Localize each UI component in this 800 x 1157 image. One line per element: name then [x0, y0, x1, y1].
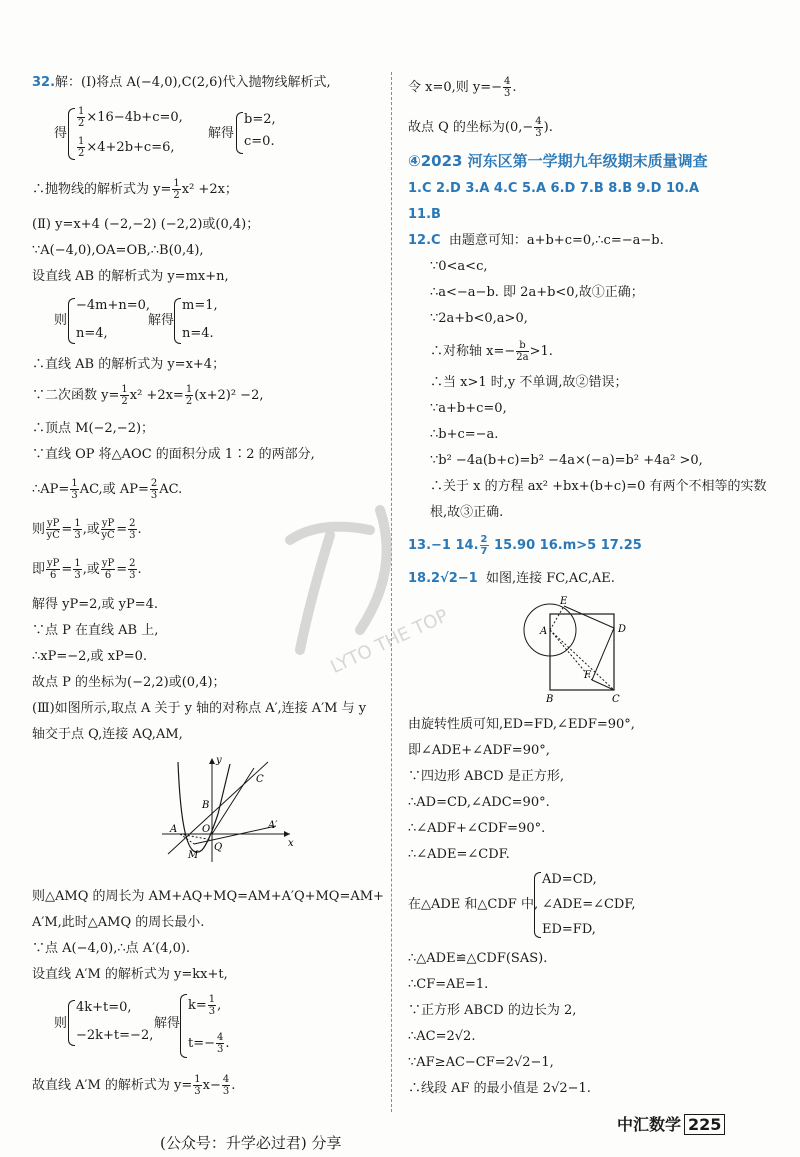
congruence-eq1: AD=CD, [542, 872, 597, 887]
sys2-eq1: −4m+n=0, [76, 298, 151, 313]
ratio-line-1: 则 $\frac{yP}{yC}$ = $\frac{1}{3}$ ,或 $\frac{yP}{yC}$ = $\frac{2}{3}$ . [32, 518, 142, 541]
vertex-line: ∴顶点 M(−2,−2)； [32, 421, 155, 436]
congruence-prefix: 在△ADE 和△CDF 中, [408, 897, 539, 912]
label-x: x [288, 838, 294, 849]
q32-number: 32. [32, 75, 56, 90]
xp-line: ∴xP=−2,或 xP=0. [32, 649, 148, 664]
watermark [260, 480, 500, 680]
label-y: y [216, 755, 222, 766]
ratio-line-2: 即 $\frac{yP}{6}$ = $\frac{1}{3}$ ,或 $\frac{yP}{6}$ = $\frac{2}{3}$ . [32, 558, 142, 581]
sys1-eq1: $\frac{1}{2}$ ×16−4b+c=0, [78, 106, 183, 129]
parabola-line: ∴抛物线的解析式为 y= $\frac{1}{2}$ x² +2x； [32, 178, 238, 201]
sys2-result-n: n=4. [182, 326, 214, 341]
label-o: O [202, 824, 211, 835]
label-e: E [560, 596, 568, 607]
segment-ac [550, 630, 614, 690]
sys1-solve: 解得 [208, 126, 235, 141]
p-on-ab-line: ∵点 P 在直线 AB 上, [32, 623, 159, 638]
q32-intro-line [32, 74, 331, 92]
brace [68, 1000, 75, 1046]
q12-line-4: ∵2a+b<0,a>0, [430, 311, 528, 326]
watermark-text: LYTO THE TOP [327, 605, 452, 679]
q12-line-3: ∴a<−a−b. 即 2a+b<0,故①正确； [430, 285, 644, 300]
equation-system-1 [32, 106, 372, 162]
page-number: 225 [684, 1114, 725, 1135]
label-c: C [256, 774, 264, 785]
section-title: ④2023 河东区第一学期九年级期末质量调查 [408, 152, 708, 170]
footer-brand [617, 1112, 725, 1135]
q12-line-8: ∴b+c=−a. [430, 427, 499, 442]
answer-row-2: 11.B [408, 207, 441, 222]
parabola-graph [150, 754, 300, 864]
congruence-eq2: ∠ADE=∠CDF, [542, 897, 636, 912]
y-axis-arrow [209, 758, 215, 764]
x-axis-arrow [284, 831, 290, 837]
brace [534, 872, 541, 938]
quadratic-line: ∵二次函数 y= $\frac{1}{2}$ x² +2x= $\frac{1}{2}$ (x+2)² −2, [32, 384, 264, 407]
q18-line-5: ∴∠ADF+∠CDF=90°. [408, 821, 546, 836]
sys1-result-c: c=0. [244, 134, 275, 149]
segment-ed [564, 606, 614, 628]
x0-line: 令 x=0,则 y=− $\frac{4}{3}$ . [408, 76, 517, 99]
q18-line-3: ∵四边形 ABCD 是正方形, [408, 769, 564, 784]
brace [68, 108, 75, 160]
label-b: B [546, 694, 554, 704]
label-m: M [188, 850, 199, 861]
a-prime-line: ∵点 A(−4,0),∴点 A′(4,0). [32, 941, 191, 956]
label-b: B [202, 800, 210, 811]
segment-ae [550, 606, 564, 630]
fill-answers-row: 13.−1 14. $\frac{2}{7}$ 15.90 16.m>5 17.25 [408, 534, 642, 557]
sys1-result-b: b=2, [244, 112, 276, 127]
answer-row-1: 1.C 2.D 3.A 4.C 5.A 6.D 7.B 8.B 9.D 10.A [408, 181, 700, 196]
q18-line: 18.2√2−1 如图,连接 FC,AC,AE. [408, 571, 615, 586]
sys1-prefix: 得 [54, 126, 68, 141]
solve-yp-line: 解得 yP=2,或 yP=4. [32, 597, 159, 612]
q32-intro: 解：(Ⅰ)将点 A(−4,0),C(2,6)代入抛物线解析式, [55, 75, 331, 90]
perimeter-line-b: A′M,此时△AMQ 的周长最小. [32, 915, 205, 930]
q18-line-6: ∴∠ADE=∠CDF. [408, 847, 510, 862]
label-a: A [170, 824, 178, 835]
q18-number: 18.2√2−1 [408, 571, 478, 586]
am-result-line: 故直线 A′M 的解析式为 y= $\frac{1}{3}$ x− $\frac{4}{3}$ . [32, 1074, 236, 1097]
q12-line-6: ∴当 x>1 时,y 不单调,故②错误； [430, 375, 628, 390]
ab-result-line: ∴直线 AB 的解析式为 y=x+4； [32, 357, 226, 372]
op-line: ∵直线 OP 将△AOC 的面积分成 1∶2 的两部分, [32, 447, 315, 462]
sys2-solve: 解得 [148, 313, 175, 328]
line-ab [168, 762, 268, 854]
sys2-prefix: 则 [54, 313, 68, 328]
set-ab-line: 设直线 AB 的解析式为 y=mx+n, [32, 269, 229, 284]
brace [68, 298, 75, 344]
brace [174, 298, 181, 344]
sys3-result-t: t=− $\frac{4}{3}$ . [188, 1032, 230, 1055]
q12-line-10: ∴关于 x 的方程 ax² +bx+(b+c)=0 有两个不相等的实数 [430, 479, 767, 494]
sys3-eq2: −2k+t=−2, [76, 1028, 154, 1043]
sys3-result-k: k= $\frac{1}{3}$ , [188, 994, 222, 1017]
watermark-logo [290, 510, 387, 650]
equation-system-3 [32, 994, 372, 1060]
q12-line-7: ∵a+b+c=0, [430, 401, 507, 416]
equation-system-2 [32, 296, 372, 346]
part2-answer: (Ⅱ) y=x+4 (−2,−2) (−2,2)或(0,4)； [32, 217, 260, 232]
line-oc [212, 768, 254, 834]
oa-ob-line: ∵A(−4,0),OA=OB,∴B(0,4), [32, 243, 204, 258]
q12-line-2: ∵0<a<c, [430, 259, 488, 274]
congruence-eq3: ED=FD, [542, 922, 596, 937]
label-c: C [612, 694, 620, 704]
ap-line: ∴AP= $\frac{1}{3}$ AC,或 AP= $\frac{2}{3}$ AC. [32, 478, 183, 501]
q18-line-10: ∴AC=2√2. [408, 1029, 476, 1044]
brace [180, 994, 187, 1058]
square-abcd [550, 614, 614, 690]
sys3-solve: 解得 [154, 1016, 181, 1031]
sys3-prefix: 则 [54, 1016, 68, 1031]
set-am-line: 设直线 A′M 的解析式为 y=kx+t, [32, 967, 228, 982]
q12-line-11: 根,故③正确. [430, 505, 504, 520]
q18-line-4: ∴AD=CD,∠ADC=90°. [408, 795, 550, 810]
q18-line-1: 由旋转性质可知,ED=FD,∠EDF=90°, [408, 717, 635, 732]
q18-line-9: ∵正方形 ABCD 的边长为 2, [408, 1003, 577, 1018]
label-f: F [584, 670, 591, 681]
part3-line-b: 轴交于点 Q,连接 AQ,AM, [32, 727, 183, 742]
sys2-result-m: m=1, [182, 298, 218, 313]
perimeter-line-a: 则△AMQ 的周长为 AM+AQ+MQ=AM+A′Q+MQ=AM+ [32, 889, 384, 904]
brand-name: 中汇数学 [617, 1115, 682, 1134]
q18-line-11: ∵AF≥AC−CF=2√2−1, [408, 1055, 554, 1070]
segment-am [180, 834, 194, 844]
p-coords-line: 故点 P 的坐标为(−2,2)或(0,4)； [32, 675, 226, 690]
label-q: Q [214, 842, 223, 853]
q18-line-7: ∴△ADE≌△CDF(SAS). [408, 951, 548, 966]
footer-note: (公众号：升学必过君) 分享 [160, 1134, 342, 1152]
q12-line-1: 12.C 由题意可知：a+b+c=0,∴c=−a−b. [408, 233, 664, 248]
square-figure [520, 594, 632, 704]
q12-line-9: ∵b² −4a(b+c)=b² −4a×(−a)=b² +4a² >0, [430, 453, 703, 468]
label-a-prime: A′ [268, 820, 278, 831]
sys3-eq1: 4k+t=0, [76, 1000, 132, 1015]
q18-line-12: ∴线段 AF 的最小值是 2√2−1. [408, 1081, 591, 1096]
q18-line-8: ∴CF=AE=1. [408, 977, 489, 992]
q-coords-line: 故点 Q 的坐标为(0,− $\frac{4}{3}$ ). [408, 116, 553, 139]
q12-number: 12.C [408, 233, 441, 248]
segment-fc [592, 680, 614, 690]
brace [236, 112, 243, 154]
q18-line-2: 即∠ADE+∠ADF=90°, [408, 743, 550, 758]
sys2-eq2: n=4, [76, 326, 108, 341]
q12-line-5: ∴对称轴 x=− $\frac{b}{2a}$ >1. [430, 340, 553, 363]
label-a: A [540, 626, 548, 637]
sys1-eq2: $\frac{1}{2}$ ×4+2b+c=6, [78, 136, 175, 159]
congruence-system [408, 870, 748, 940]
label-d: D [618, 624, 627, 635]
part3-line-a: (Ⅲ)如图所示,取点 A 关于 y 轴的对称点 A′,连接 A′M 与 y [32, 701, 367, 716]
